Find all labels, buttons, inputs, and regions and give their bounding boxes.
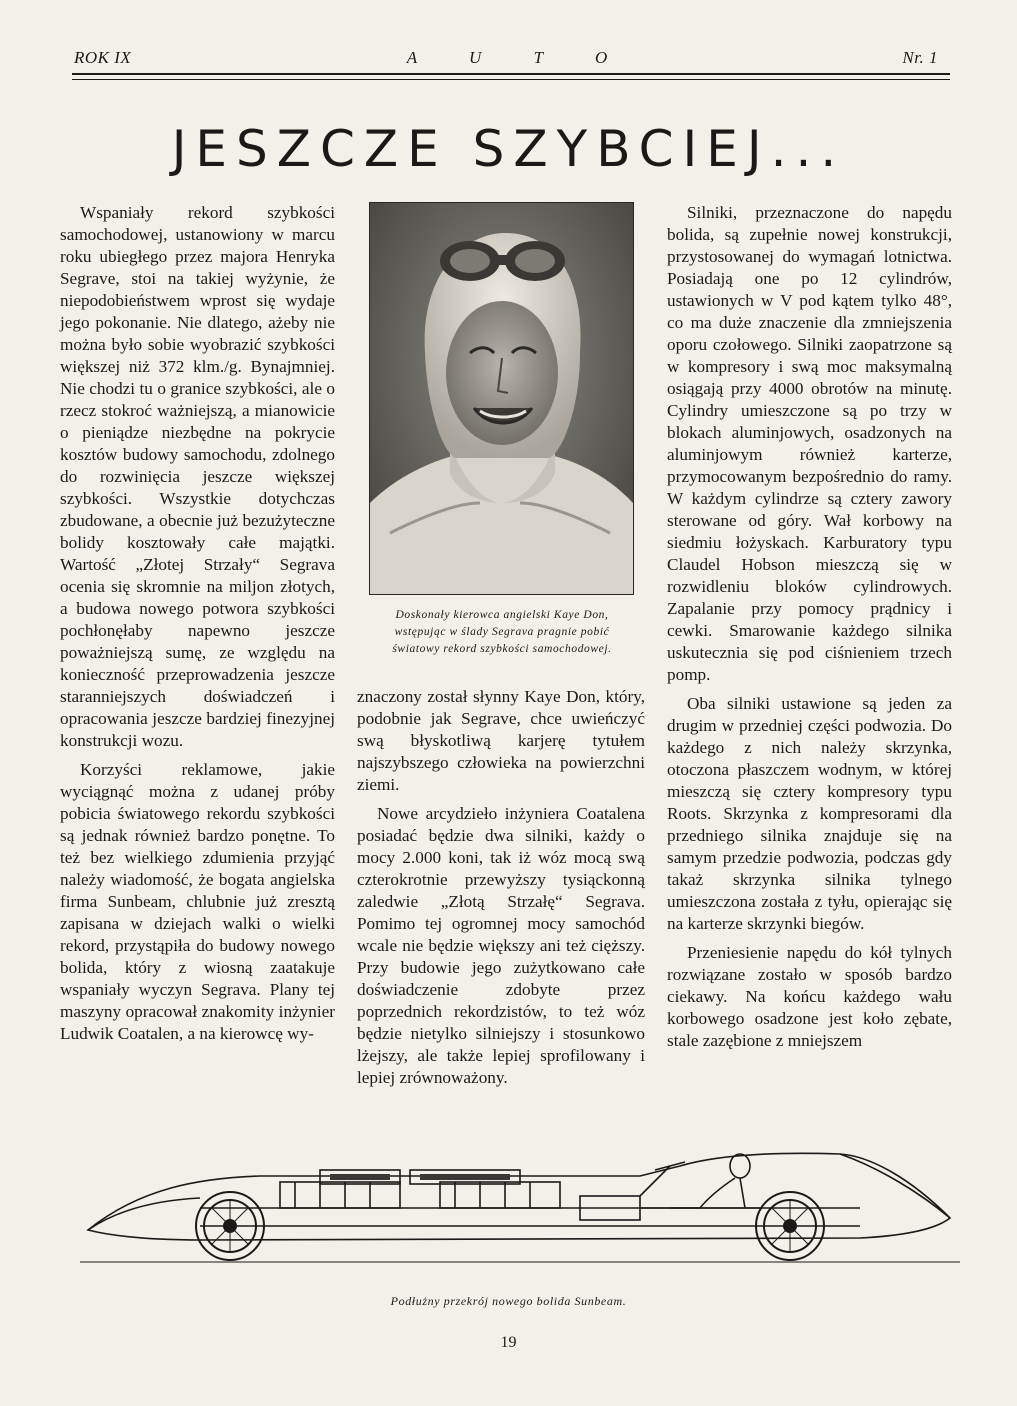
header-rule-thick bbox=[72, 73, 950, 75]
paragraph: Przeniesienie napędu do kół tylnych rozwiązane zostało w sposób bardzo ciekawy. Na końcu każdego wału korbowego osadzone jest koło zębate, stale zazębione z mniejszem bbox=[667, 943, 952, 1050]
caption-line: wstępując w ślady Segrava pragnie pobić bbox=[394, 626, 610, 638]
article-title: JESZCZE SZYBCIEJ... bbox=[171, 120, 846, 178]
paragraph: Wspaniały rekord szybkości samochodowej, ustanowiony w marcu roku ubiegłego przez majora Henryka Segrave, stoi na takiej wyżynie, że niepodobieństwem wprost się wydaje jego pokonanie. Nie dlatego, ażeby nie można było sobie wyobrazić szybkości większej niż 372 klm./g. Bynajmniej. Nie chodzi tu o granice szybkości, ale o rzecz stokroć ważniejszą, a mianowicie o pieniądze niezbędne na pokrycie kosztów budowy samochodu, zdolnego do rozwinięcia jeszcze większej szybkości. Wszystkie dotychczas zbudowane, a obecnie już bezużyteczne bolidy kosztowały całe majątki. Wartość „Złotej Strzały“ Segrava ocenia się skromnie na miljon złotych, a budowa nowego potwora szybkości pochłonęłaby napewno jeszcze poważniejszą sumę, ze względu na konieczność przeprowadzenia jeszcze staranniejszych doświadczeń i opracowania jeszcze bardziej finezyjnej konstrukcji wozu. bbox=[60, 203, 335, 750]
paragraph: Oba silniki ustawione są jeden za drugim w przedniej części podwozia. Do każdego z nich należy skrzynka, otoczona płaszczem wodnym, w której mieszczą się cztery kompresory typu Roots. Skrzynka z kompresorami dla przedniego silnika znajduje się na samym przedzie podwozia, podczas gdy takaż skrzynka silnika tylnego umieszczona została z tyłu, opierając się na karterze skrzynki biegów. bbox=[667, 694, 952, 933]
caption-line: Doskonały kierowca angielski Kaye Don, bbox=[395, 609, 609, 621]
caption-line: światowy rekord szybkości samochodowej. bbox=[392, 643, 612, 655]
running-header bbox=[72, 48, 952, 74]
driver-photo bbox=[369, 202, 634, 595]
paragraph: Korzyści reklamowe, jakie wyciągnąć można z udanej próby pobicia światowego rekordu szybkości są jednak również bardzo ponętne. To też bez wielkiego zdumienia przyjąć należy wiadomość, że bogata angielska firma Sunbeam, chlubnie już zresztą zapisana w dziejach walki o wielki rekord, przystąpiła do budowy nowego bolida, który z wiosną zaatakuje wspaniały wyczyn Segrava. Plany tej maszyny opracował znakomity inżynier Ludwik Coatalen, a na kierowcę wy- bbox=[60, 760, 335, 1043]
header-rule-thin bbox=[72, 79, 950, 80]
column-middle bbox=[357, 686, 645, 1096]
issue-number: Nr. 1 bbox=[902, 48, 938, 67]
portrait-illustration bbox=[370, 203, 633, 594]
column-right bbox=[667, 202, 952, 1059]
paragraph: znaczony został słynny Kaye Don, który, podobnie jak Segrave, chce uwieńczyć swą błyskotliwą karjerę tytułem najszybszego człowieka na powierzchni ziemi. bbox=[357, 687, 645, 794]
figure-caption: Podłużny przekrój nowego bolida Sunbeam. bbox=[390, 1294, 627, 1308]
column-left bbox=[60, 202, 335, 1052]
volume-label: ROK IX bbox=[74, 48, 132, 67]
paragraph: Nowe arcydzieło inżyniera Coatalena posiadać będzie dwa silniki, każdy o mocy 2.000 koni, tak iż wóz mocą swą czterokrotnie przewyższy tysiąckonną zaledwie „Złotą Strzałę“ Segrava. Pomimo tej ogromnej mocy samochód wcale nie będzie większy ani też cięższy. Przy budowie jego zużytkowano całe doświadczenie zdobyte przez poprzednich rekordzistów, to też wóz będzie nietylko silniejszy i stosunkowo lżejszy, ale także lepiej sprofilowany i lepiej zrównoważony. bbox=[357, 804, 645, 1087]
paragraph: Silniki, przeznaczone do napędu bolida, są zupełnie nowej konstrukcji, przystosowanej do wymagań lotnictwa. Posiadają one po 12 cylindrów, ustawionych w V pod kątem tylko 48°, co ma duże znaczenie dla zmniejszenia oporu czołowego. Silniki zaopatrzone są w kompresory i swą moc maksymalną osiągają przy 4000 obrotów na minutę. Cylindry umieszczone są po trzy w blokach aluminjowych, osadzonych na aluminjowym również karterze, przymocowanym bezpośrednio do ramy. W każdym cylindrze są cztery zawory sterowane od góry. Wał korbowy na siedmiu łożyskach. Karburatory typu Claudel Hobson mieszczą się w rozwidleniu bloków cylindrowych. Zapalanie przy pomocy prądnicy i cewki. Smarowanie każdego silnika uskutecznia się pod ciśnieniem trzech pomp. bbox=[667, 203, 952, 684]
page-number: 19 bbox=[500, 1334, 517, 1351]
magazine-name: A U T O bbox=[406, 48, 632, 67]
sunbeam-cross-section bbox=[80, 1148, 960, 1288]
car-cutaway-drawing bbox=[80, 1148, 960, 1288]
photo-caption bbox=[357, 607, 647, 658]
